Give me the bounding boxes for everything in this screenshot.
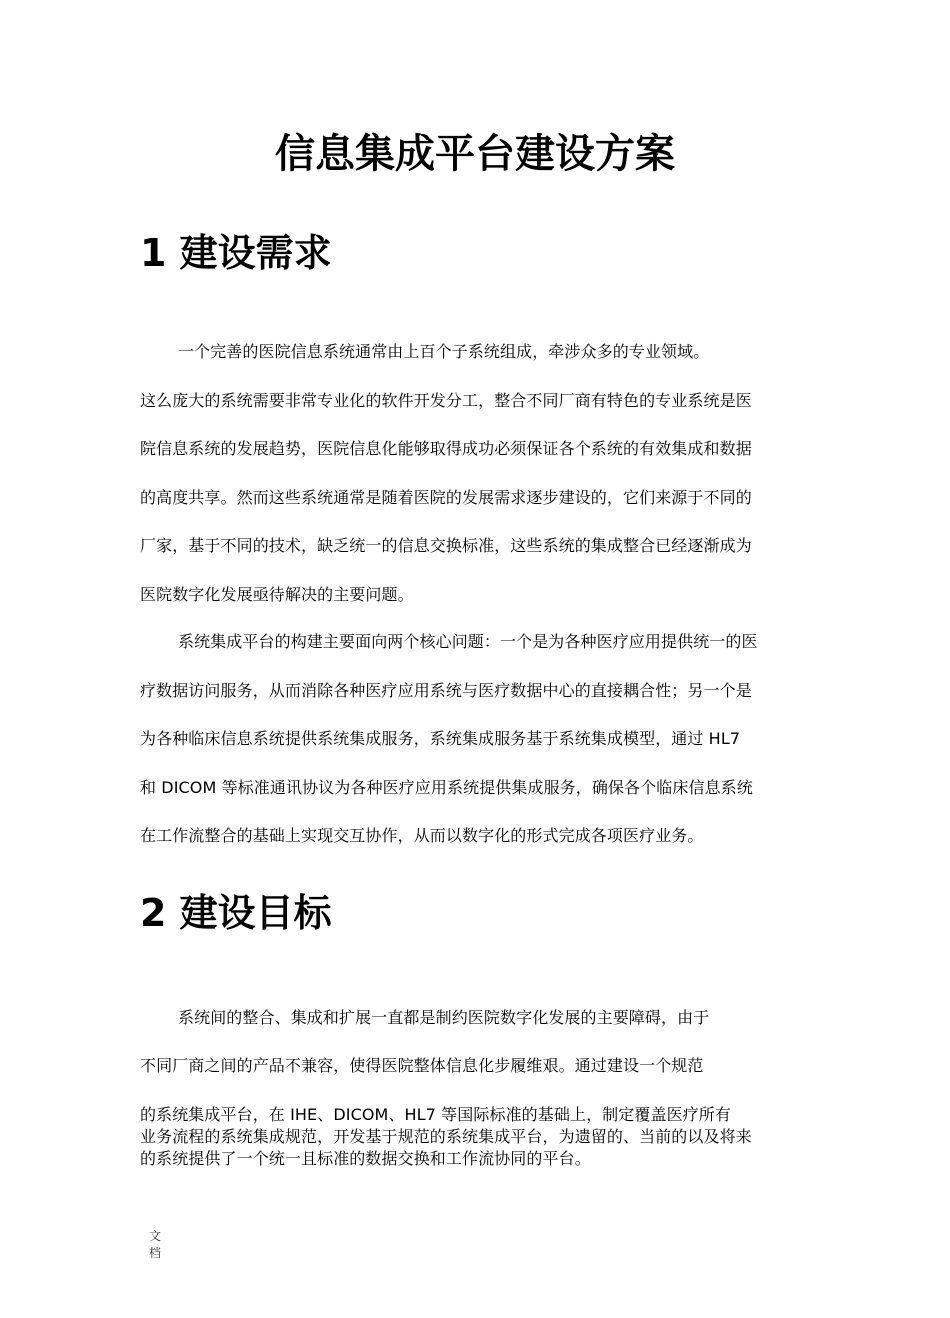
- text-line: 系统集成平台的构建主要面向两个核心问题：一个是为各种医疗应用提供统一的医: [178, 632, 758, 651]
- text-line: 疗数据访问服务，从而消除各种医疗应用系统与医疗数据中心的直接耦合性；另一个是: [140, 680, 752, 700]
- paragraph-goals: [140, 994, 830, 1170]
- text-line: 系统间的整合、集成和扩展一直都是制约医院数字化发展的主要障碍，由于: [178, 1008, 710, 1027]
- text-line: 不同厂商之间的产品不兼容，使得医院整体信息化步履维艰。通过建设一个规范: [140, 1056, 704, 1075]
- text-line: 在工作流整合的基础上实现交互协作，从而以数字化的形式完成各项医疗业务。: [140, 826, 704, 846]
- text-line: 这么庞大的系统需要非常专业化的软件开发分工，整合不同厂商有特色的专业系统是医: [140, 390, 752, 410]
- text-line: 为各种临床信息系统提供系统集成服务，系统集成服务基于系统集成模型，通过 HL7: [140, 729, 741, 749]
- text-line: 业务流程的系统集成规范，开发基于规范的系统集成平台，为遗留的、当前的以及将来: [140, 1127, 752, 1146]
- text-line: 厂家，基于不同的技术，缺乏统一的信息交换标准，这些系统的集成整合已经逐渐成为: [140, 536, 752, 556]
- footer-label: 文档: [149, 1229, 162, 1260]
- text-line: 的高度共享。然而这些系统通常是随着医院的发展需求逐步建设的，它们来源于不同的: [140, 487, 752, 507]
- paragraph-requirements-2: [140, 618, 830, 861]
- text-line: 的系统提供了一个统一且标准的数据交换和工作流协同的平台。: [140, 1149, 591, 1168]
- section-heading-2: 2 建设目标: [140, 891, 332, 935]
- text-line: 和 DICOM 等标准通讯协议为各种医疗应用系统提供集成服务，确保各个临床信息系统: [140, 777, 753, 797]
- document-title: 信息集成平台建设方案: [275, 131, 675, 177]
- text-line: 院信息系统的发展趋势，医院信息化能够取得成功必须保证各个系统的有效集成和数据: [140, 439, 752, 459]
- text-line: 的系统集成平台，在 IHE、DICOM、HL7 等国际标准的基础上，制定覆盖医疗所有: [140, 1105, 731, 1124]
- paragraph-requirements-1: [140, 328, 830, 620]
- section-heading-1: 1 建设需求: [140, 231, 332, 275]
- text-line: 医院数字化发展亟待解决的主要问题。: [140, 584, 414, 604]
- text-line: 一个完善的医院信息系统通常由上百个子系统组成，牵涉众多的专业领域。: [178, 342, 710, 361]
